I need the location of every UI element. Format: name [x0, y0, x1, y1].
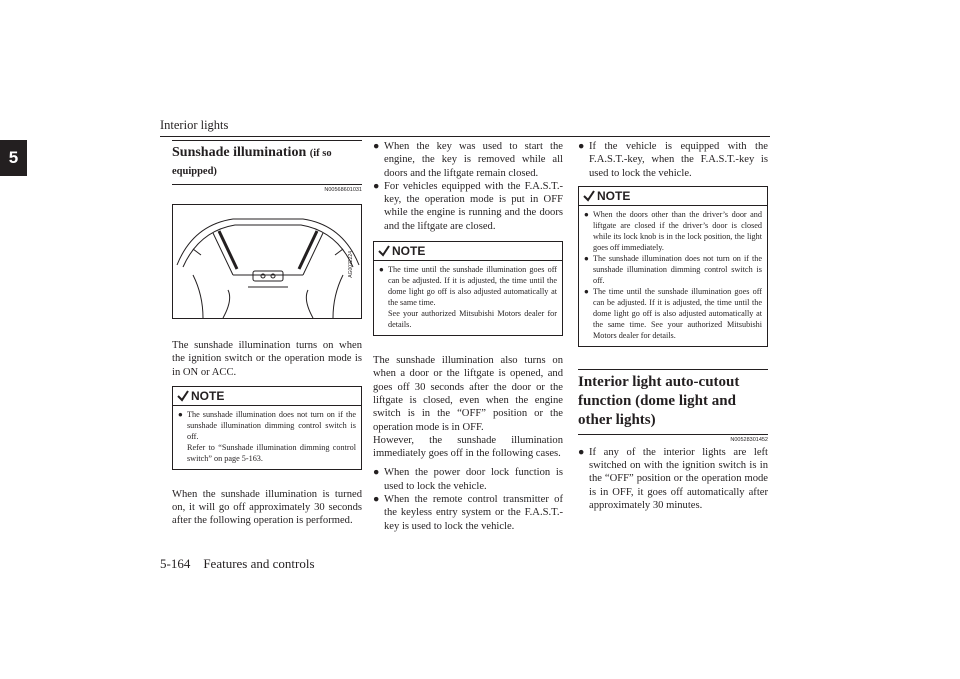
note-check-icon: [177, 390, 189, 402]
note-check-icon: [583, 190, 595, 202]
section-code: N00568601031: [324, 187, 362, 193]
header-rule: [160, 136, 770, 137]
bullet-icon: ●: [373, 141, 380, 152]
note-item: ● The time until the sunshade illumination goes off can be adjusted. If it is adjusted, the time until the dome light go off is also adjusted automatically at the same time. See your authorized Mitsubishi Motors dealer for details.: [584, 286, 762, 340]
bullet-icon: ●: [578, 141, 585, 152]
note-item: ● The sunshade illumination does not turn on if the sunshade illumination dimming control switch is off.: [178, 409, 356, 441]
bullet-icon: ●: [379, 265, 384, 275]
bullet-item: ● If the vehicle is equipped with the F.A.S.T.-key, when the F.A.S.T.-key is used to lock the vehicle.: [578, 141, 768, 179]
note-item: ● The time until the sunshade illumination goes off can be adjusted. If it is adjusted, the time until the dome light go off is also adjusted automatically at the same time.: [379, 265, 557, 308]
note-reference: See your authorized Mitsubishi Motors dealer for details.: [388, 309, 557, 330]
bullet-icon: ●: [373, 467, 380, 479]
bullet-item: ● When the key was used to start the engine, the key is removed while all doors and the liftgate remain closed.: [373, 141, 563, 179]
note-label: NOTE: [191, 388, 225, 403]
sunshade-illustration: [172, 204, 362, 319]
figure-id: AG0022224: [347, 251, 354, 278]
bullet-item: ● When the power door lock function is used to lock the vehicle.: [373, 467, 563, 492]
running-head: Interior lights: [160, 118, 229, 132]
note-reference: Refer to “Sunshade illumination dimming control switch” on page 5-163.: [187, 442, 356, 463]
note-box: [578, 186, 768, 347]
paragraph: The sunshade illumination turns on when the ignition switch or the operation mode is in ON or ACC.: [172, 340, 362, 378]
bullet-item: ● When the remote control transmitter of the keyless entry system or the F.A.S.T.-key is used to lock the vehicle.: [373, 494, 563, 532]
paragraph: However, the sunshade illumination immediately goes off in the following cases.: [373, 434, 563, 460]
bullet-icon: ●: [584, 286, 589, 296]
bullet-icon: ●: [584, 253, 589, 263]
note-check-icon: [378, 245, 390, 257]
section-title-text: Sunshade illumination: [172, 145, 307, 160]
paragraph: The sunshade illumination also turns on when a door or the liftgate is opened, and goes off 30 seconds after the door or the liftgate is closed, even when the engine switch is in the “OFF” position or the operation mode is in OFF.: [373, 355, 563, 433]
column-1: [172, 140, 362, 528]
bullet-icon: ●: [373, 180, 380, 192]
section-title-sunshade: [172, 140, 362, 185]
note-header: [579, 187, 767, 206]
note-header: [173, 387, 361, 406]
note-label: NOTE: [392, 244, 426, 259]
note-header: [374, 242, 562, 261]
sunshade-drawing: [173, 205, 362, 318]
note-box: [373, 241, 563, 336]
section-title-auto-cutout: Interior light auto-cutout function (dome light and other lights): [578, 369, 768, 435]
bullet-icon: ●: [584, 209, 589, 219]
page-footer: 5-164 Features and controls: [160, 556, 315, 571]
note-box: [172, 386, 362, 470]
bullet-item: ● If any of the interior lights are left switched on with the ignition switch is in the “OFF” position or the operation mode is in OFF, it goes off automatically after approximately 30 minutes.: [578, 446, 768, 512]
paragraph: When the sunshade illumination is turned on, it will go off approximately 30 seconds after the following operation is performed.: [172, 488, 362, 527]
column-2: [373, 140, 563, 533]
bullet-icon: ●: [578, 446, 585, 458]
section-code: N00528301452: [730, 436, 768, 443]
bullet-item: ● For vehicles equipped with the F.A.S.T.-key, the operation mode is put in OFF while the engine is running and the doors and the liftgate are closed.: [373, 180, 563, 232]
chapter-tab: 5: [0, 140, 27, 176]
bullet-icon: ●: [373, 494, 380, 506]
note-item: ● The sunshade illumination does not turn on if the sunshade illumination dimming control switch is off.: [584, 253, 762, 285]
bullet-icon: ●: [178, 409, 183, 419]
column-3: [578, 140, 768, 512]
note-label: NOTE: [597, 188, 631, 203]
section-title-suffix: (if so equipped): [172, 148, 332, 177]
note-item: ● When the doors other than the driver’s door and liftgate are closed if the driver’s door is closed while its lock knob is in the lock position, the light goes off immediately.: [584, 209, 762, 252]
